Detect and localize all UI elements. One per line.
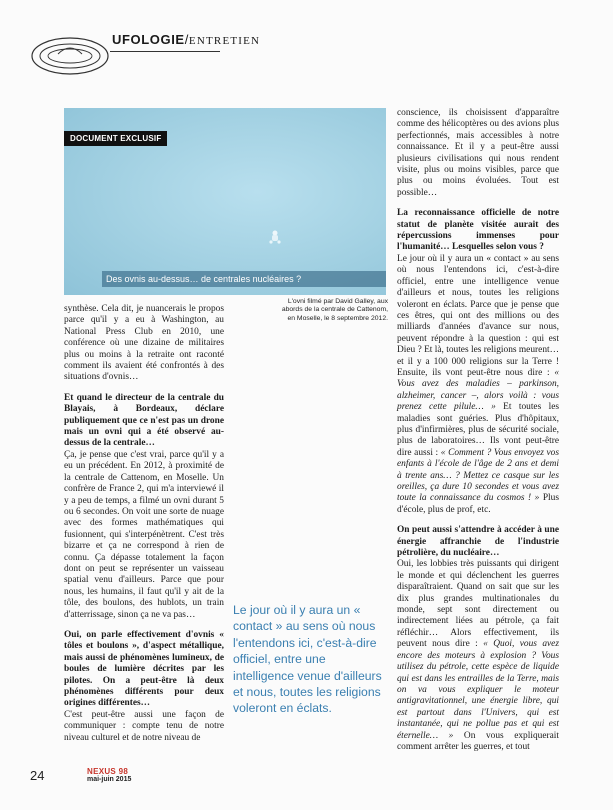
photo-caption <box>238 298 388 323</box>
paragraph <box>397 559 559 753</box>
header-rule <box>110 51 220 52</box>
interview-question: Et quand le directeur de la centrale du Blayais, à Bordeaux, déclare publiquement que ce n'est pas un drone mais un ovni qui a été observé au-dessus de la centrale… <box>64 392 224 449</box>
section-header <box>112 32 260 47</box>
article-column-right <box>397 108 559 753</box>
photo-caption-line: abords de la centrale de Cattenom, <box>281 306 388 314</box>
answer-text: Oui, les lobbies très puissants qui dirigent le monde et qui déclenchent les guerres disparaîtraient. Quand on sait que sur les dix plus grandes multinationales du monde, sept sont directement ou indirectement liées au pétrole, ça fait réfléchir… Alors effectivement, ils peuvent nous dire : <box>397 559 559 650</box>
paragraph: Ça, je pense que c'est vrai, parce qu'il y a eu un précédent. En 2012, à proximité de la centrale de Cattenom, en Moselle. Un confrère de France 2, qui m'a interviewé il y a peu de temps, a filmé un ovni durant 5 ou 6 secondes. On voit une sorte de nuage avec des formes mathématiques qui fusionnent, qui s'interpénètrent. C'est très bizarre et ça ne correspond à rien de connu. Ça dépasse totalement la façon dont on peut se représenter un vaisseau spatial venu d'ailleurs. Parce que pour nous, les humains, il faut qu'il y ait de la tôle, des boulons, des hublots, un train d'atterrissage, sinon ça ne va pas… <box>64 449 224 620</box>
pull-quote: Le jour où il y aura un « contact » au sens où nous l'entendons ici, c'est-à-dire officiel, entre une intelligence venue d'ailleurs et nous, toutes les religions voleront en éclats. <box>233 603 382 716</box>
quoted-speech: « Comment ? Vous envoyez vos enfants à l'école de l'âge de 2 ans et demi à trente ans… ? Mettez ce casque sur les oreilles, ça dure 10 secondes et vous avez toute la connaissance du cosmos ! » <box>397 447 559 504</box>
paragraph: synthèse. Cela dit, je nuancerais le propos parce qu'il y a eu à Washington, au National Press Club en 2010, une conférence où une dizaine de militaires plus ou moins à la retraite ont raconté comment ils avaient été confrontés à des situations d'ovnis… <box>64 304 224 383</box>
section-title: UFOLOGIE <box>112 32 185 47</box>
interview-question: On peut aussi s'attendre à accéder à une énergie affranchie de l'industrie pétrolière, du nucléaire… <box>397 525 559 559</box>
section-subtitle: ENTRETIEN <box>188 35 261 47</box>
paragraph <box>397 254 559 516</box>
exclusive-badge: DOCUMENT EXCLUSIF <box>64 131 167 146</box>
magazine-name: NEXUS 98 <box>87 767 129 776</box>
answer-text: Et toutes les maladies sont guéries. Plus d'hôpitaux, plus d'infirmières, plus de sécurité sociale, plus de laboratoires… Ils vont peut-être dire aussi : <box>397 402 560 458</box>
paragraph: conscience, ils choisissent d'apparaître comme des hélicoptères ou des avions plus perfectionnés, mais accessibles à notre connaissance. Et il y a peut-être aussi plusieurs civilisations qui nous rendent visite, plus ou moins visibles, parce que plus ou moins évoluées. Tout est possible… <box>397 108 559 198</box>
ufo-photo <box>64 108 386 295</box>
interview-question: Oui, on parle effectivement d'ovnis « tôles et boulons », d'aspect métallique, mais aussi de phénomènes lumineux, de boules de lumière décrites par les pilotes. On a peut-être là deux phénomènes différents pour deux origines différentes… <box>64 629 224 709</box>
paragraph: C'est peut-être aussi une façon de communiquer : compte tenu de notre niveau culturel et de notre niveau de <box>64 709 224 743</box>
answer-text: Plus d'école, plus de prof, etc. <box>397 493 559 515</box>
photo-overlay-text: Des ovnis au-dessus… de centrales nucléaires ? <box>102 271 386 287</box>
magazine-footer <box>87 768 131 784</box>
photo-caption-line: en Moselle, le 8 septembre 2012. <box>287 314 388 322</box>
issue-date: mai-juin 2015 <box>87 776 132 783</box>
quoted-speech: « Quoi, vous avez encore des moteurs à explosion ? Vous utilisez du pétrole, cette espèce de liquide qui est dans les entrailles de la Terre, mais on va vous expliquer le moteur antigravitationnel, une énergie libre, qui est partout dans l'Univers, qui est instantanée, qui ne pollue pas et qui est éternelle… » <box>397 639 559 741</box>
quoted-speech: « Vous avez des maladies – parkinson, alzheimer, cancer –, alors voilà : vous prenez cette pilule… » <box>397 367 559 413</box>
ufo-logo-icon <box>30 28 110 84</box>
answer-text: On vous expliquerait comment arrêter les guerres, et tout <box>397 730 559 752</box>
answer-text: Le jour où il y aura un « contact » au sens où nous l'entendons ici, c'est-à-dire officiel, entre une intelligence venue d'ailleurs et nous, toutes les religions voleront en éclats. Parce que je pense que ces êtres, qui ont des millions ou des milliards d'années d'avance sur nous, peuvent répondre à la question : qui est Dieu ? Et là, toutes les religions meurent… et il y a 100 000 religions sur la Terre ! Ensuite, ils vont peut-être nous dire : <box>397 253 559 378</box>
page-number: 24 <box>30 768 45 783</box>
section-separator: / <box>184 32 189 47</box>
interview-question: La reconnaissance officielle de notre statut de planète visitée aurait des répercussions immenses pour l'humanité… Lesquelles selon vous ? <box>397 208 559 253</box>
ufo-shape-icon <box>269 230 281 244</box>
article-column-left <box>64 304 224 744</box>
photo-caption-line: L'ovni filmé par David Galley, aux <box>287 298 388 305</box>
